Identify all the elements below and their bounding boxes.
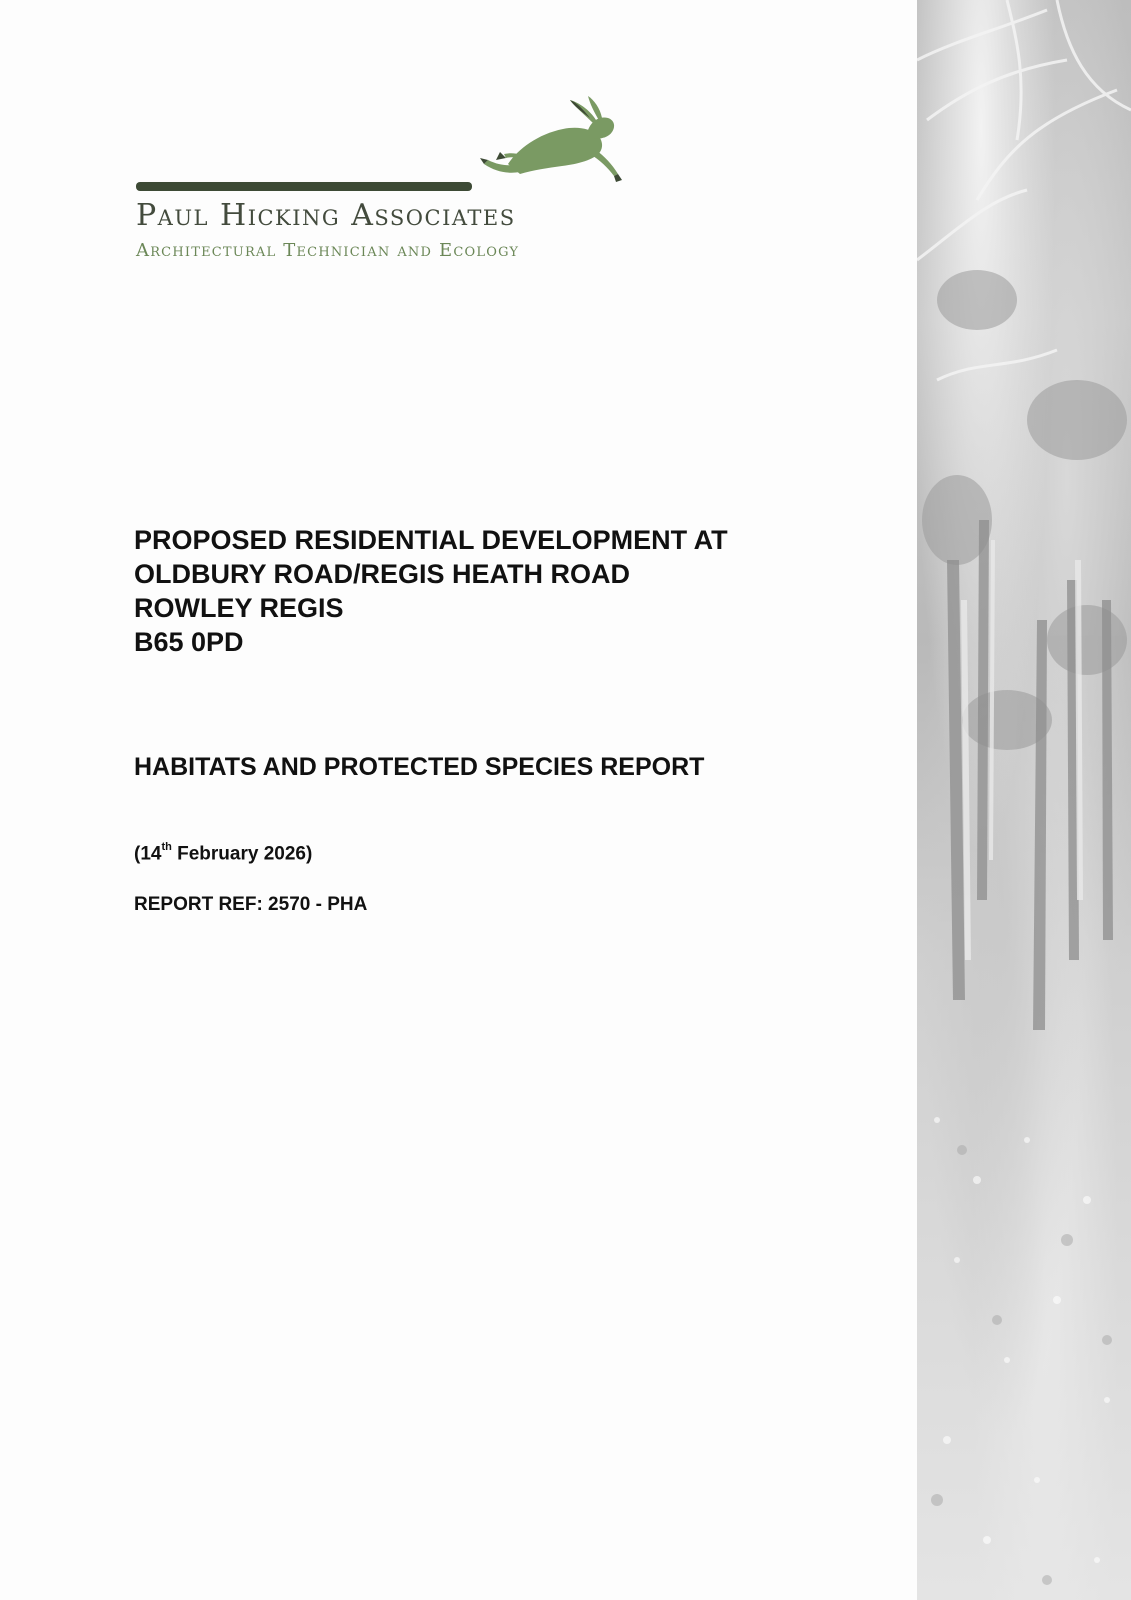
- report-reference: REPORT REF: 2570 - PHA: [134, 894, 368, 915]
- woodland-photo: [917, 0, 1131, 1600]
- report-date-rest: February 2026): [171, 843, 313, 865]
- address-line-2: OLDBURY ROAD/REGIS HEATH ROAD: [134, 559, 631, 589]
- report-date-open: (14: [134, 843, 162, 865]
- company-tagline: Architectural Technician and Ecology: [136, 240, 520, 261]
- address-line-1: PROPOSED RESIDENTIAL DEVELOPMENT AT: [134, 525, 728, 555]
- address-postcode: B65 0PD: [134, 627, 244, 657]
- logo-bar: [136, 182, 472, 191]
- company-name: Paul Hicking Associates: [136, 198, 516, 233]
- woodland-photo-trees: [917, 0, 1131, 1600]
- site-address: [134, 523, 728, 659]
- report-date: [134, 843, 312, 865]
- report-title: HABITATS AND PROTECTED SPECIES REPORT: [134, 753, 705, 781]
- company-logo: [128, 88, 648, 268]
- hare-icon: [478, 94, 628, 184]
- report-date-suffix: th: [161, 841, 172, 853]
- address-line-3: ROWLEY REGIS: [134, 593, 344, 623]
